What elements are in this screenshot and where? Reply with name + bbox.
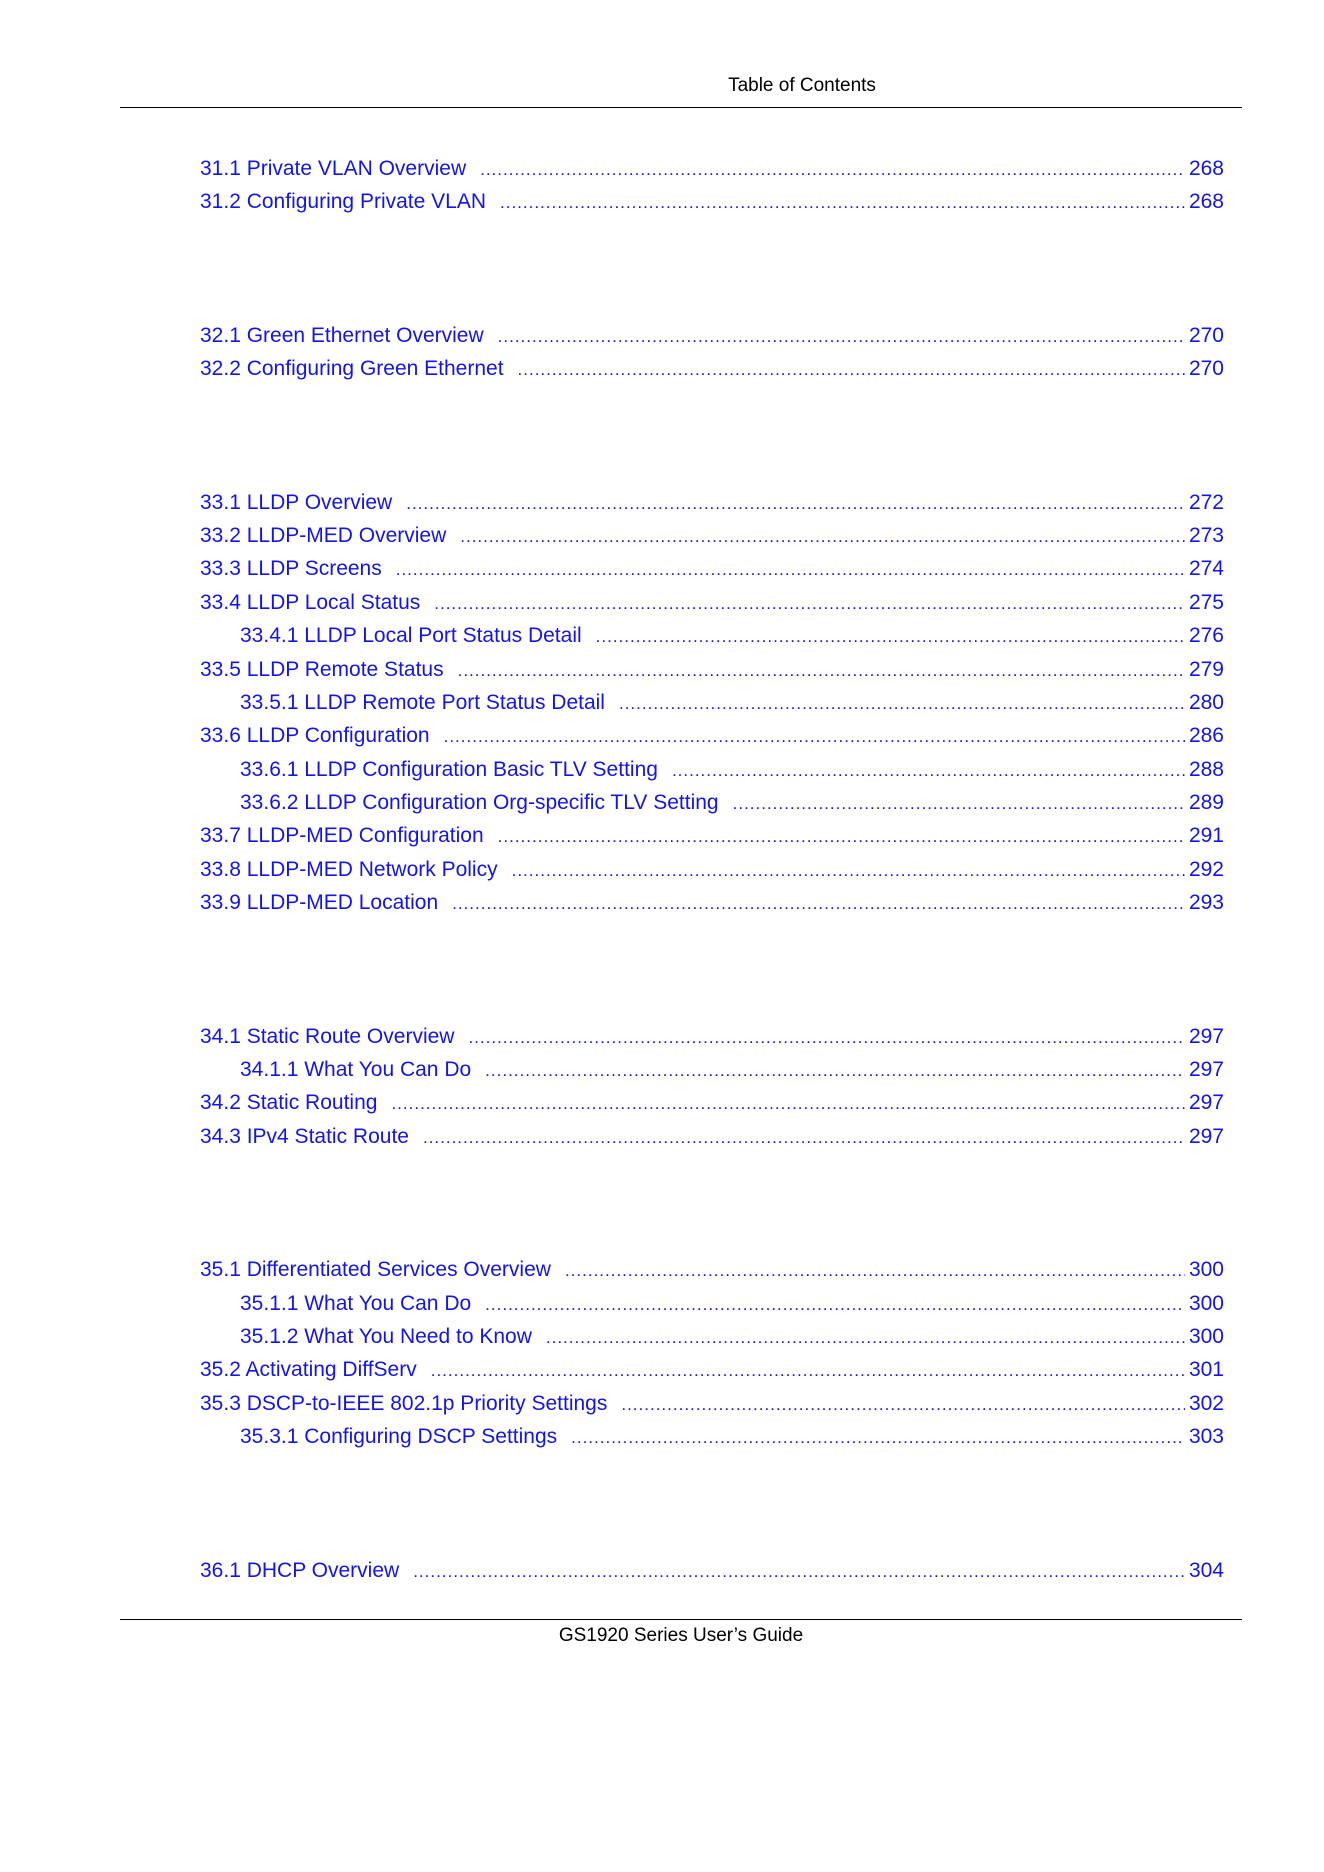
toc-entry-link[interactable] xyxy=(200,1387,1224,1420)
toc-entry-title: 33.6.2 LLDP Configuration Org-specific TLV Setting xyxy=(240,791,719,815)
toc-dot-leader xyxy=(423,1121,1185,1154)
toc-entry-link[interactable] xyxy=(200,819,1224,852)
toc-page-number: 272 xyxy=(1188,490,1224,514)
toc-subentry-link[interactable] xyxy=(200,1320,1224,1353)
toc-group xyxy=(200,1554,1224,1587)
toc-page-number: 297 xyxy=(1188,1058,1224,1082)
toc-page-number: 268 xyxy=(1188,190,1224,214)
toc-entry-title: 33.6.1 LLDP Configuration Basic TLV Setting xyxy=(240,757,658,781)
toc-entry-title: 33.4.1 LLDP Local Port Status Detail xyxy=(240,624,582,648)
toc-entry-title: 33.5.1 LLDP Remote Port Status Detail xyxy=(240,690,605,714)
toc-dot-leader xyxy=(546,1321,1185,1354)
toc-entry-link[interactable] xyxy=(200,185,1224,218)
toc-dot-leader xyxy=(500,186,1185,219)
toc-entry-title: 35.2 Activating DiffServ xyxy=(200,1358,417,1382)
toc-dot-leader xyxy=(391,1087,1185,1120)
toc-entry-title: 31.1 Private VLAN Overview xyxy=(200,157,467,180)
toc-entry-link[interactable] xyxy=(200,1253,1224,1286)
toc-dot-leader xyxy=(485,1054,1185,1087)
toc-page-number: 297 xyxy=(1188,1024,1224,1048)
toc-entry-title: 34.1.1 What You Can Do xyxy=(240,1058,472,1082)
toc-entry-title: 36.1 DHCP Overview xyxy=(200,1558,400,1582)
toc-entry-link[interactable] xyxy=(200,886,1224,919)
toc-dot-leader xyxy=(672,754,1185,787)
toc-page-number: 270 xyxy=(1188,323,1224,347)
toc-dot-leader xyxy=(468,1021,1185,1054)
toc-page-number: 300 xyxy=(1188,1291,1224,1315)
toc-page-number: 274 xyxy=(1188,557,1224,581)
toc-entry-link[interactable] xyxy=(200,319,1224,352)
toc-dot-leader xyxy=(733,787,1185,820)
toc-page-number: 270 xyxy=(1188,357,1224,381)
toc-group xyxy=(200,319,1224,386)
toc-entry-link[interactable] xyxy=(200,1120,1224,1153)
toc-page-number: 288 xyxy=(1188,757,1224,781)
toc-entry-title: 35.1.1 What You Can Do xyxy=(240,1291,472,1315)
toc-dot-leader xyxy=(485,1288,1185,1321)
toc-dot-leader xyxy=(619,687,1185,720)
toc-page-number: 273 xyxy=(1188,523,1224,547)
toc-subentry-link[interactable] xyxy=(200,619,1224,652)
toc-entry-link[interactable] xyxy=(200,586,1224,619)
toc-group xyxy=(200,486,1224,920)
toc-page-number: 286 xyxy=(1188,724,1224,748)
toc-dot-leader xyxy=(452,887,1185,920)
toc-dot-leader xyxy=(413,1555,1185,1588)
page-footer-title: GS1920 Series User’s Guide xyxy=(558,1625,804,1646)
toc-subentry-link[interactable] xyxy=(200,786,1224,819)
toc-dot-leader xyxy=(396,553,1185,586)
toc-page-number: 292 xyxy=(1188,857,1224,881)
table-of-contents xyxy=(200,152,1224,1587)
toc-entry-link[interactable] xyxy=(200,1554,1224,1587)
toc-entry-title: 33.6 LLDP Configuration xyxy=(200,724,430,748)
toc-entry-link[interactable] xyxy=(200,1020,1224,1053)
toc-subentry-link[interactable] xyxy=(200,753,1224,786)
page-header xyxy=(120,74,1242,108)
toc-entry-title: 35.3 DSCP-to-IEEE 802.1p Priority Settings xyxy=(200,1391,608,1415)
toc-entry-title: 35.3.1 Configuring DSCP Settings xyxy=(240,1425,558,1449)
toc-subentry-link[interactable] xyxy=(200,686,1224,719)
toc-entry-title: 34.1 Static Route Overview xyxy=(200,1024,455,1048)
toc-entry-title: 34.2 Static Routing xyxy=(200,1091,378,1115)
toc-subentry-link[interactable] xyxy=(200,1053,1224,1086)
toc-dot-leader xyxy=(596,620,1185,653)
toc-dot-leader xyxy=(518,353,1185,386)
toc-page-number: 268 xyxy=(1188,157,1224,180)
toc-page-number: 280 xyxy=(1188,690,1224,714)
toc-entry-link[interactable] xyxy=(200,552,1224,585)
toc-entry-link[interactable] xyxy=(200,519,1224,552)
toc-entry-title: 31.2 Configuring Private VLAN xyxy=(200,190,486,214)
toc-dot-leader xyxy=(444,720,1185,753)
toc-page-number: 276 xyxy=(1188,624,1224,648)
toc-page-number: 300 xyxy=(1188,1324,1224,1348)
toc-entry-link[interactable] xyxy=(200,653,1224,686)
toc-entry-link[interactable] xyxy=(200,719,1224,752)
toc-dot-leader xyxy=(458,654,1185,687)
toc-page-number: 289 xyxy=(1188,791,1224,815)
toc-dot-leader xyxy=(571,1421,1185,1454)
toc-dot-leader xyxy=(480,153,1185,186)
page-footer xyxy=(120,1619,1242,1648)
toc-page-number: 279 xyxy=(1188,657,1224,681)
toc-page-number: 293 xyxy=(1188,891,1224,915)
toc-dot-leader xyxy=(621,1388,1185,1421)
toc-entry-title: 35.1 Differentiated Services Overview xyxy=(200,1258,551,1282)
toc-entry-link[interactable] xyxy=(200,1353,1224,1386)
toc-subentry-link[interactable] xyxy=(200,1287,1224,1320)
toc-entry-link[interactable] xyxy=(200,853,1224,886)
toc-page-number: 302 xyxy=(1188,1391,1224,1415)
toc-entry-title: 33.3 LLDP Screens xyxy=(200,557,382,581)
toc-dot-leader xyxy=(434,587,1185,620)
toc-page-number: 301 xyxy=(1188,1358,1224,1382)
toc-entry-title: 35.1.2 What You Need to Know xyxy=(240,1324,532,1348)
toc-page-number: 300 xyxy=(1188,1258,1224,1282)
toc-group xyxy=(200,1253,1224,1453)
toc-page-number: 297 xyxy=(1188,1124,1224,1148)
toc-page-number: 297 xyxy=(1188,1091,1224,1115)
toc-entry-link[interactable] xyxy=(200,352,1224,385)
toc-entry-title: 32.1 Green Ethernet Overview xyxy=(200,323,484,347)
page-header-title: Table of Contents xyxy=(728,75,876,96)
toc-page-number: 275 xyxy=(1188,590,1224,614)
toc-dot-leader xyxy=(498,820,1185,853)
toc-dot-leader xyxy=(565,1254,1185,1287)
toc-dot-leader xyxy=(498,320,1185,353)
toc-entry-title: 33.8 LLDP-MED Network Policy xyxy=(200,857,498,881)
toc-group xyxy=(200,152,1224,219)
toc-dot-leader xyxy=(406,487,1185,520)
toc-entry-title: 33.2 LLDP-MED Overview xyxy=(200,523,447,547)
toc-entry-link[interactable] xyxy=(200,486,1224,519)
toc-subentry-link[interactable] xyxy=(200,1420,1224,1453)
toc-dot-leader xyxy=(431,1354,1185,1387)
toc-entry-title: 32.2 Configuring Green Ethernet xyxy=(200,357,504,381)
toc-group xyxy=(200,1020,1224,1154)
toc-dot-leader xyxy=(460,520,1185,553)
toc-entry-title: 33.7 LLDP-MED Configuration xyxy=(200,824,484,848)
toc-entry-title: 33.4 LLDP Local Status xyxy=(200,590,421,614)
toc-dot-leader xyxy=(512,854,1185,887)
toc-entry-title: 34.3 IPv4 Static Route xyxy=(200,1124,409,1148)
toc-page-number: 291 xyxy=(1188,824,1224,848)
toc-page-number: 304 xyxy=(1188,1558,1224,1582)
toc-entry-link[interactable] xyxy=(200,1086,1224,1119)
toc-entry-title: 33.1 LLDP Overview xyxy=(200,490,393,514)
toc-page-number: 303 xyxy=(1188,1425,1224,1449)
toc-entry-link[interactable] xyxy=(200,152,1224,185)
toc-entry-title: 33.5 LLDP Remote Status xyxy=(200,657,444,681)
toc-entry-title: 33.9 LLDP-MED Location xyxy=(200,891,439,915)
